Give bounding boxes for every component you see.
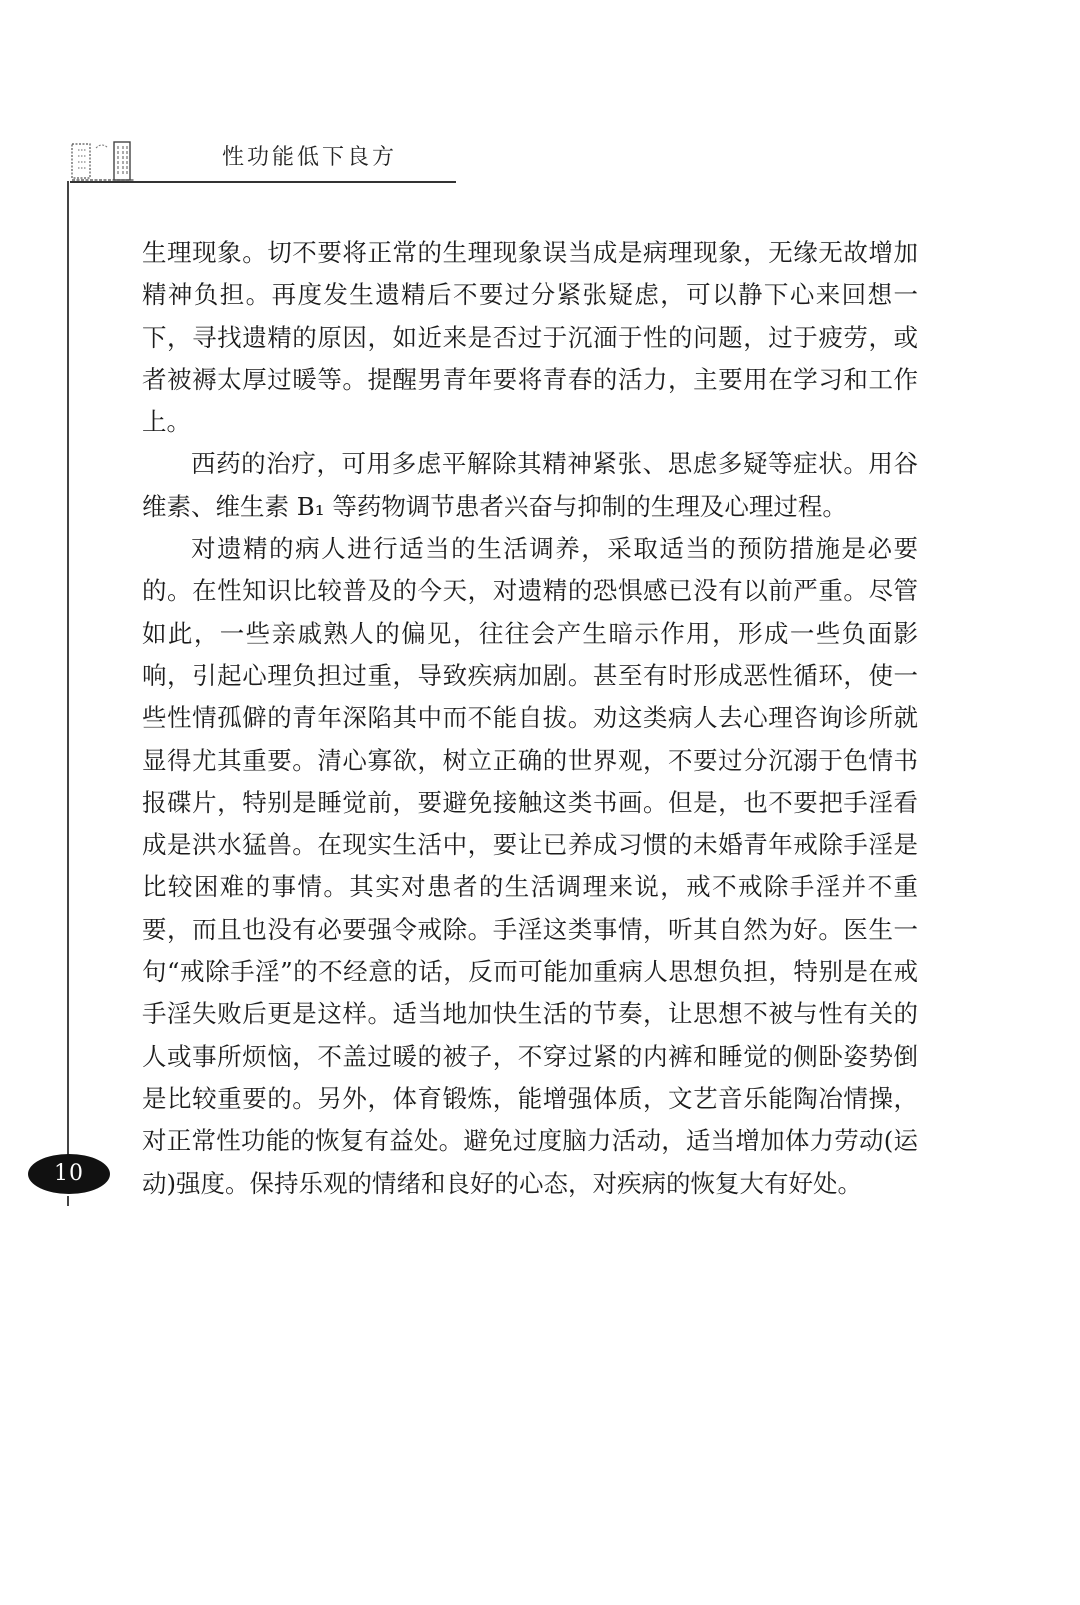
margin-rule-lower	[67, 1196, 69, 1206]
page-number: 10	[28, 1154, 110, 1194]
book-ornament-icon	[70, 138, 136, 184]
margin-rule	[67, 181, 69, 1161]
paragraph-3: 对遗精的病人进行适当的生活调养，采取适当的预防措施是必要的。在性知识比较普及的今天，对遗精的恐惧感已没有以前严重。尽管如此，一些亲戚熟人的偏见，往往会产生暗示作用，形成一些负面影响，引起心理负担过重，导致疾病加剧。甚至有时形成恶性循环，使一些性情孤僻的青年深陷其中而不能自拔。劝这类病人去心理咨询诊所就显得尤其重要。清心寡欲，树立正确的世界观，不要过分沉溺于色情书报碟片，特别是睡觉前，要避免接触这类书画。但是，也不要把手淫看成是洪水猛兽。在现实生活中，要让已养成习惯的未婚青年戒除手淫是比较困难的事情。其实对患者的生活调理来说，戒不戒除手淫并不重要，而且也没有必要强令戒除。手淫这类事情，听其自然为好。医生一句“戒除手淫”的不经意的话，反而可能加重病人思想负担，特别是在戒手淫失败后更是这样。适当地加快生活的节奏，让思想不被与性有关的人或事所烦恼，不盖过暖的被子，不穿过紧的内裤和睡觉的侧卧姿势倒是比较重要的。另外，体育锻炼，能增强体质，文艺音乐能陶冶情操，对正常性功能的恢复有益处。避免过度脑力活动，适当增加体力劳动(运动)强度。保持乐观的情绪和良好的心态，对疾病的恢复大有好处。	[142, 534, 918, 1198]
paragraph-1: 生理现象。切不要将正常的生理现象误当成是病理现象，无缘无故增加精神负担。再度发生遗精后不要过分紧张疑虑，可以静下心来回想一下，寻找遗精的原因，如近来是否过于沉湎于性的问题，过于疲劳，或者被褥太厚过暖等。提醒男青年要将青春的活力，主要用在学习和工作上。	[142, 238, 918, 437]
running-header-title: 性功能低下良方	[222, 145, 398, 170]
header-rule	[70, 181, 456, 183]
body-text	[142, 232, 918, 1205]
paragraph-2: 西药的治疗，可用多虑平解除其精神紧张、思虑多疑等症状。用谷维素、维生素 B₁ 等药物调节患者兴奋与抑制的生理及心理过程。	[142, 449, 918, 521]
